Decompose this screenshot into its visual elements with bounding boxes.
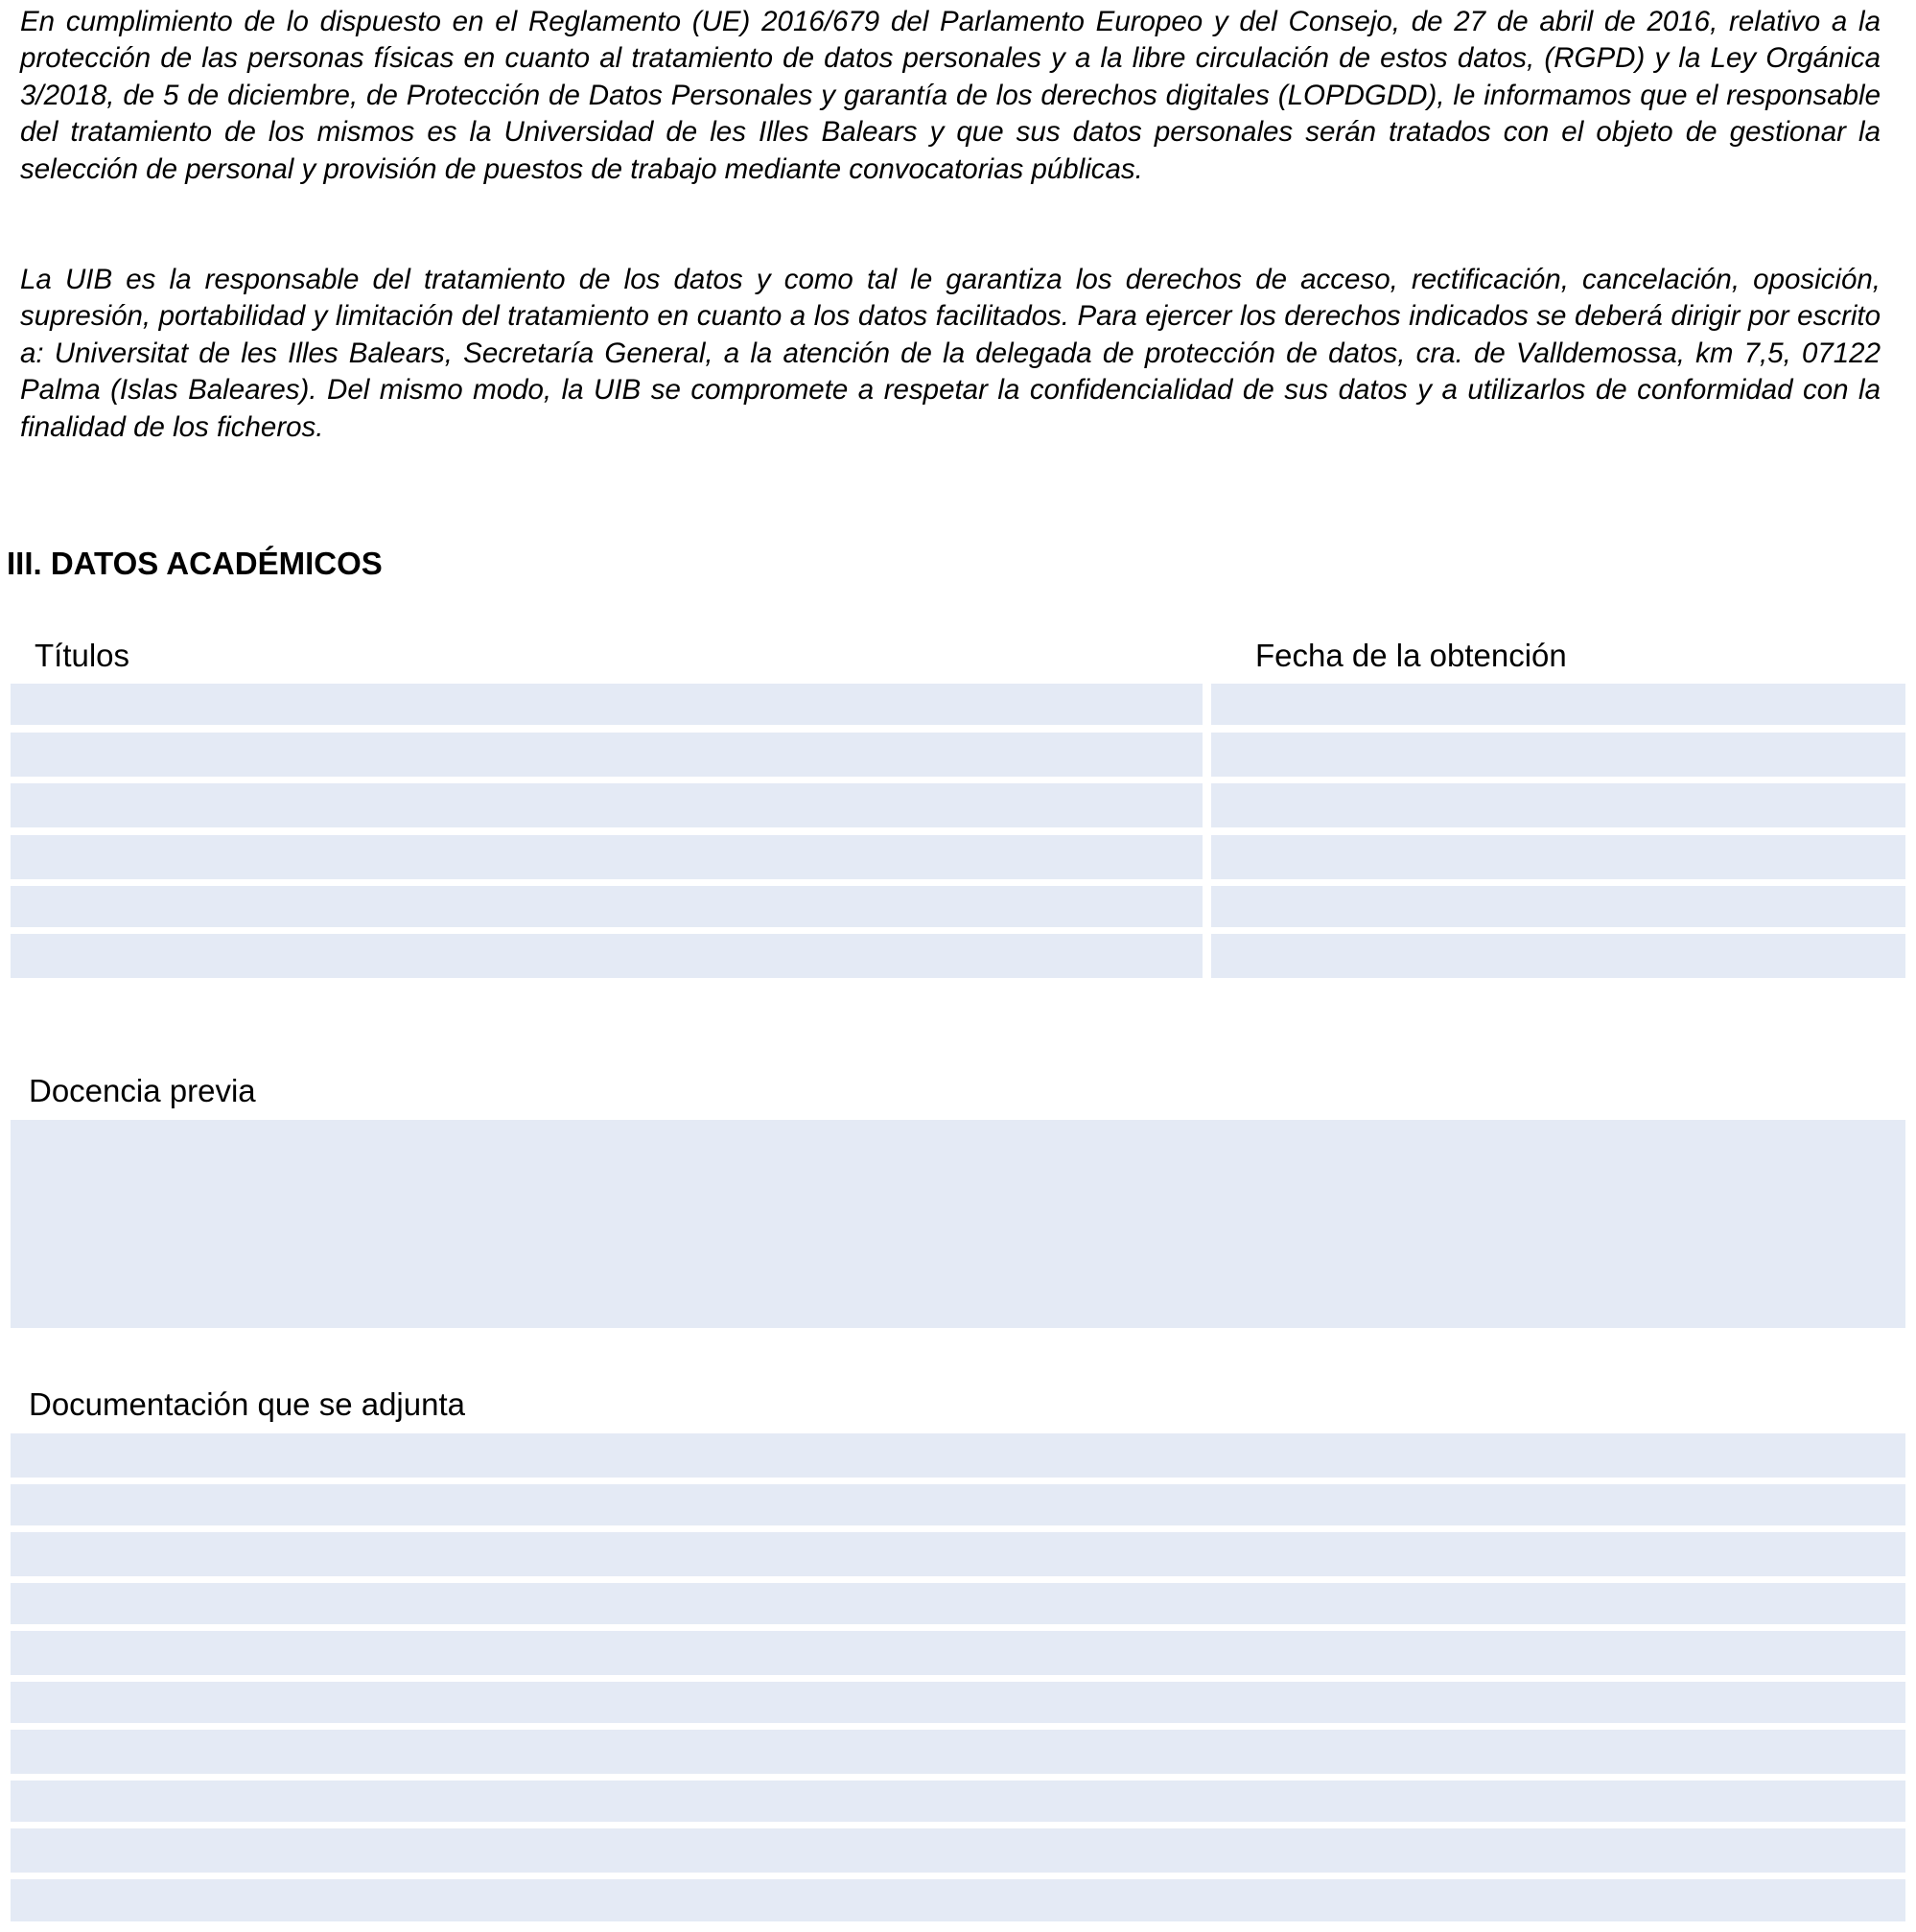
titulo-field-2[interactable]	[11, 733, 1203, 777]
fecha-obtencion-label: Fecha de la obtención	[1255, 638, 1567, 673]
docencia-previa-textarea[interactable]	[11, 1120, 1905, 1328]
documentacion-field-2[interactable]	[11, 1484, 1905, 1525]
titulo-field-3[interactable]	[11, 783, 1203, 827]
section-title-datos-academicos: III. DATOS ACADÉMICOS	[7, 546, 383, 581]
docencia-previa-label: Docencia previa	[29, 1073, 256, 1108]
fecha-field-2[interactable]	[1211, 733, 1905, 777]
titulo-field-5[interactable]	[11, 886, 1203, 927]
documentacion-field-10[interactable]	[11, 1879, 1905, 1921]
documentacion-field-5[interactable]	[11, 1631, 1905, 1675]
titulo-field-1[interactable]	[11, 684, 1203, 725]
documentacion-adjunta-label: Documentación que se adjunta	[29, 1386, 465, 1422]
fecha-field-5[interactable]	[1211, 886, 1905, 927]
fecha-field-1[interactable]	[1211, 684, 1905, 725]
titulos-label: Títulos	[35, 638, 130, 673]
documentacion-field-8[interactable]	[11, 1781, 1905, 1822]
documentacion-field-9[interactable]	[11, 1828, 1905, 1873]
titulo-field-6[interactable]	[11, 934, 1203, 978]
privacy-notice-paragraph-2: La UIB es la responsable del tratamiento de los datos y como tal le garantiza los derechos de acceso, rectificación, cancelación, oposición, supresión, portabilidad y limitación del tratamiento en cuanto a los datos facilitados. Para ejercer los derechos indicados se deberá dirigir por escrito a: Universitat de les Illes Balears, Secretaría General, a la atención de la delegada de protección de datos, cra. de Valldemossa, km 7,5, 07122 Palma (Islas Baleares). Del mismo modo, la UIB se compromete a respetar la confidencialidad de sus datos y a utilizarlos de conformidad con la finalidad de los ficheros.	[20, 264, 1881, 443]
documentacion-field-3[interactable]	[11, 1532, 1905, 1576]
privacy-notice-paragraph-1: En cumplimiento de lo dispuesto en el Reglamento (UE) 2016/679 del Parlamento Europeo y del Consejo, de 27 de abril de 2016, relativo a la protección de las personas físicas en cuanto al tratamiento de datos personales y a la libre circulación de estos datos, (RGPD) y la Ley Orgánica 3/2018, de 5 de diciembre, de Protección de Datos Personales y garantía de los derechos digitales (LOPDGDD), le informamos que el responsable del tratamiento de los mismos es la Universidad de les Illes Balears y que sus datos personales serán tratados con el objeto de gestionar la selección de personal y provisión de puestos de trabajo mediante convocatorias públicas.	[20, 6, 1881, 185]
fecha-field-4[interactable]	[1211, 835, 1905, 879]
documentacion-field-7[interactable]	[11, 1730, 1905, 1774]
documentacion-field-1[interactable]	[11, 1433, 1905, 1478]
documentacion-field-4[interactable]	[11, 1583, 1905, 1624]
fecha-field-3[interactable]	[1211, 783, 1905, 827]
titulo-field-4[interactable]	[11, 835, 1203, 879]
fecha-field-6[interactable]	[1211, 934, 1905, 978]
documentacion-field-6[interactable]	[11, 1682, 1905, 1723]
